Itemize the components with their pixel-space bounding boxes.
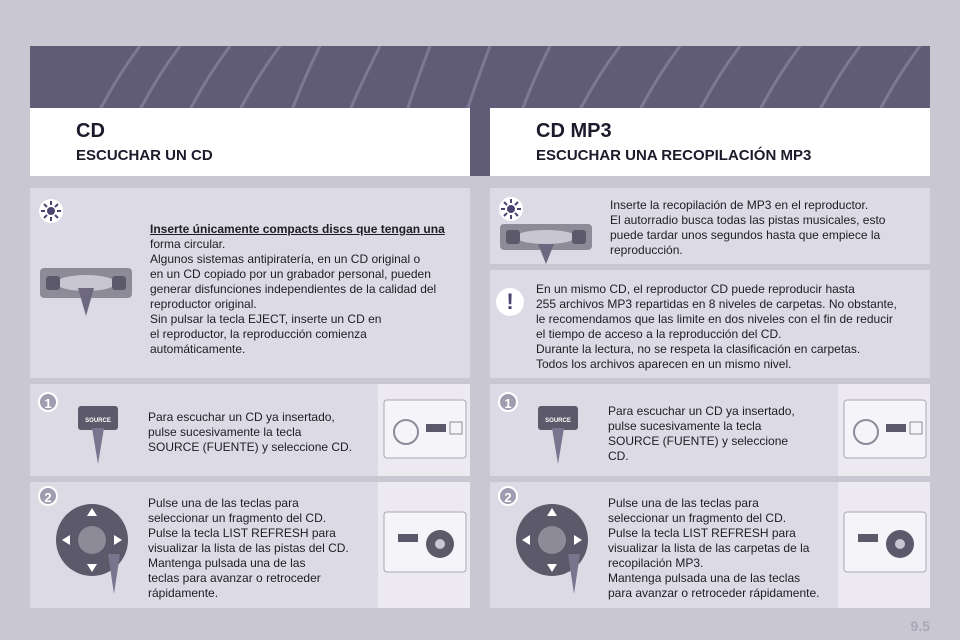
source-label: SOURCE bbox=[545, 418, 571, 424]
step-line: pulse sucesivamente la tecla bbox=[148, 425, 302, 439]
radio-panel-illustration bbox=[378, 482, 470, 608]
left-step1-text bbox=[148, 410, 378, 455]
left-step2-text bbox=[148, 496, 378, 601]
step-line: para avanzar o retroceder rápidamente. bbox=[608, 586, 820, 600]
step-badge: 2 bbox=[38, 486, 58, 506]
right-step1-panel bbox=[490, 384, 930, 476]
right-step2-text bbox=[608, 496, 838, 601]
info-line: puede tardar unos segundos hasta que empiece la bbox=[610, 228, 881, 242]
info-line: reproductor original. bbox=[150, 297, 257, 311]
step-line: Mantenga pulsada una de las bbox=[148, 556, 306, 570]
step-line: seleccionar un fragmento del CD. bbox=[608, 511, 787, 525]
warn-line: le recomendamos que las limite en dos niveles con el fin de reducir bbox=[536, 312, 893, 326]
info-line: forma circular. bbox=[150, 237, 226, 251]
step-line: seleccionar un fragmento del CD. bbox=[148, 511, 327, 525]
info-line: Algunos sistemas antipiratería, en un CD original o bbox=[150, 252, 421, 266]
right-step1-text bbox=[608, 404, 823, 464]
left-title: CD bbox=[76, 120, 105, 142]
right-title: CD MP3 bbox=[536, 120, 612, 142]
radio-panel-illustration bbox=[838, 384, 930, 476]
source-label: SOURCE bbox=[85, 418, 111, 424]
step-line: Para escuchar un CD ya insertado, bbox=[608, 404, 795, 418]
cd-radio-illustration bbox=[500, 224, 592, 269]
step-line: Pulse una de las teclas para bbox=[608, 496, 759, 510]
right-step2-panel bbox=[490, 482, 930, 608]
right-subtitle: ESCUCHAR UNA RECOPILACIÓN MP3 bbox=[536, 147, 812, 164]
info-line: generar disfunciones independientes de la calidad del bbox=[150, 282, 437, 296]
info-line: reproducción. bbox=[610, 243, 683, 257]
radio-panel-illustration bbox=[838, 482, 930, 608]
right-info-panel bbox=[490, 188, 930, 264]
step-line: Pulse una de las teclas para bbox=[148, 496, 299, 510]
info-line: el reproductor, la reproducción comienza bbox=[150, 327, 367, 341]
left-info-panel bbox=[30, 188, 470, 378]
page-number: 9.5 bbox=[910, 618, 930, 634]
right-warning-panel bbox=[490, 270, 930, 378]
warning-icon: ! bbox=[496, 288, 524, 316]
left-step2-panel bbox=[30, 482, 470, 608]
source-button-illustration bbox=[78, 406, 118, 469]
left-info-text bbox=[150, 222, 465, 357]
step-line: Pulse la tecla LIST REFRESH para bbox=[148, 526, 336, 540]
warn-line: el tiempo de acceso a la reproducción del CD. bbox=[536, 327, 782, 341]
left-title-card bbox=[30, 108, 470, 176]
step-line: pulse sucesivamente la tecla bbox=[608, 419, 762, 433]
step-line: Para escuchar un CD ya insertado, bbox=[148, 410, 335, 424]
right-info-text bbox=[610, 198, 925, 258]
step-line: SOURCE (FUENTE) y seleccione bbox=[608, 434, 789, 448]
step-line: Pulse la tecla LIST REFRESH para bbox=[608, 526, 796, 540]
step-line: rápidamente. bbox=[148, 586, 219, 600]
left-step1-panel bbox=[30, 384, 470, 476]
arrow-keys-illustration bbox=[54, 494, 130, 599]
source-button-illustration bbox=[538, 406, 578, 469]
info-line: El autorradio busca todas las pistas musicales, esto bbox=[610, 213, 886, 227]
right-warning-text bbox=[536, 282, 926, 372]
step-line: Mantenga pulsada una de las teclas bbox=[608, 571, 801, 585]
info-line: en un CD copiado por un grabador personal, pueden bbox=[150, 267, 431, 281]
step-line: visualizar la lista de las carpetas de la bbox=[608, 541, 810, 555]
info-bold-line: Inserte únicamente compacts discs que tengan una bbox=[150, 222, 445, 236]
radio-panel-illustration bbox=[378, 384, 470, 476]
step-line: teclas para avanzar o retroceder bbox=[148, 571, 321, 585]
right-title-card bbox=[490, 108, 930, 176]
step-line: recopilación MP3. bbox=[608, 556, 704, 570]
step-line: SOURCE (FUENTE) y seleccione CD. bbox=[148, 440, 353, 454]
step-badge: 2 bbox=[498, 486, 518, 506]
step-line: CD. bbox=[608, 449, 629, 463]
step-line: visualizar la lista de las pistas del CD. bbox=[148, 541, 349, 555]
info-line: Inserte la recopilación de MP3 en el reproductor. bbox=[610, 198, 869, 212]
cd-radio-illustration bbox=[40, 268, 132, 323]
step-badge: 1 bbox=[38, 392, 58, 412]
info-line: automáticamente. bbox=[150, 342, 246, 356]
warn-line: 255 archivos MP3 repartidas en 8 niveles de carpetas. No obstante, bbox=[536, 297, 897, 311]
step-badge: 1 bbox=[498, 392, 518, 412]
left-subtitle: ESCUCHAR UN CD bbox=[76, 147, 213, 164]
arrow-keys-illustration bbox=[514, 494, 590, 599]
sun-icon bbox=[38, 198, 64, 224]
warn-line: Todos los archivos aparecen en un mismo nivel. bbox=[536, 357, 792, 371]
warn-line: Durante la lectura, no se respeta la clasificación en carpetas. bbox=[536, 342, 861, 356]
warn-line: En un mismo CD, el reproductor CD puede reproducir hasta bbox=[536, 282, 855, 296]
sun-icon bbox=[498, 196, 524, 222]
info-line: Sin pulsar la tecla EJECT, inserte un CD en bbox=[150, 312, 382, 326]
